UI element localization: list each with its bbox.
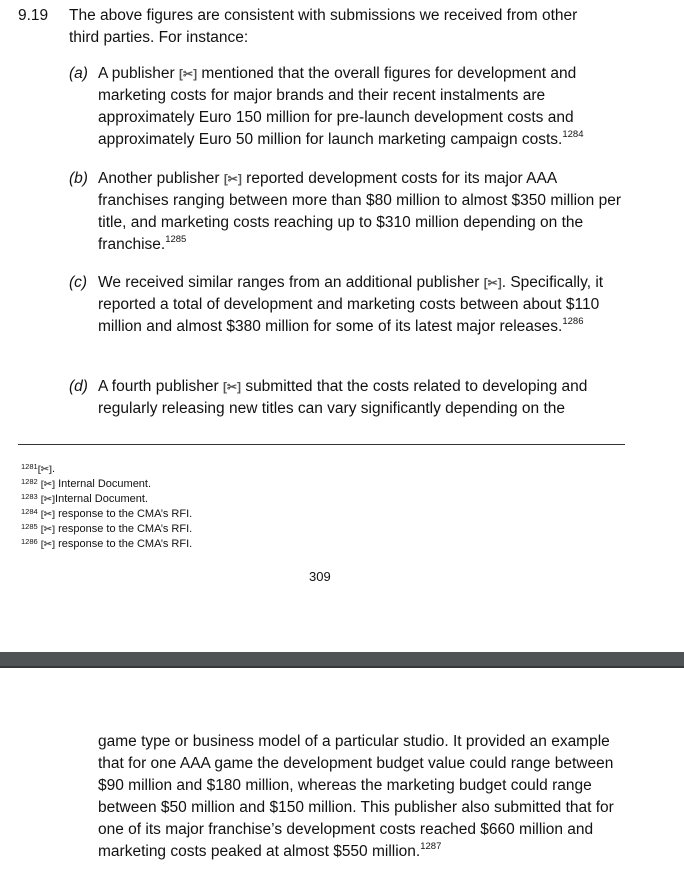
footnote-1282: [21, 477, 192, 492]
page-number: 309: [309, 569, 331, 584]
item-text: submitted that the costs related to developing and regularly releasing new titles can vary significantly depending on the: [98, 378, 588, 417]
footnote-text: response to the CMA’s RFI.: [55, 538, 193, 550]
footnote-1281: [21, 462, 192, 477]
item-text-start: Another publisher: [98, 170, 220, 187]
footnote-text: Internal Document.: [55, 493, 148, 505]
item-label: (a): [69, 65, 88, 82]
footnote-1283: [21, 492, 192, 507]
item-label: (b): [69, 170, 88, 187]
item-text: . Specifically, it reported a total of development and marketing costs between about $110 million and almost $380 million for some of its latest major releases.: [98, 274, 604, 335]
paragraph-intro: The above figures are consistent with submissions we received from other third parties. For instance:: [69, 7, 578, 46]
paragraph-number: 9.19: [18, 7, 49, 24]
footnote-ref[interactable]: 1286: [562, 316, 584, 327]
redaction-scissor-icon: [✂]: [40, 509, 56, 520]
redaction-scissor-icon: [✂]: [40, 479, 56, 490]
redaction-scissor-icon: [✂]: [483, 276, 502, 290]
footnote-text: response to the CMA’s RFI.: [55, 523, 193, 535]
item-text: reported development costs for its major AAA franchises ranging between more than $80 million to almost $350 million per title, and marketing costs reaching up to $310 million depending on the franchise.: [98, 170, 621, 253]
footnote-number: 1281: [21, 462, 38, 471]
continuation-body: game type or business model of a particular studio. It provided an example that for one AAA game the development budget value could range between $90 million and $180 million, whereas the marketing budget could range between $50 million and $150 million. This publisher also submitted that for one of its major franchise’s development costs reached $660 million and marketing costs peaked at almost $550 million.: [98, 733, 614, 860]
redaction-scissor-icon: [✂]: [37, 464, 52, 475]
list-item-b: [69, 168, 629, 256]
footnote-1284: [21, 507, 192, 522]
footnote-number: 1286: [21, 537, 38, 546]
redaction-scissor-icon: [✂]: [40, 494, 56, 505]
footnote-1285: [21, 522, 192, 537]
page-break-separator: [0, 652, 684, 668]
redaction-scissor-icon: [✂]: [222, 380, 241, 394]
footnote-ref[interactable]: 1285: [165, 234, 187, 245]
footnote-text: Internal Document.: [55, 478, 152, 490]
redaction-scissor-icon: [✂]: [223, 172, 242, 186]
list-item-d: [69, 376, 629, 420]
list-item-c: [69, 272, 629, 338]
continuation-text: [98, 731, 638, 863]
item-text: mentioned that the overall figures for development and marketing costs for major brands and their recent instalments are approximately Euro 150 million for pre-launch development costs and approximately Euro 50 million for launch marketing campaign costs.: [98, 65, 577, 148]
item-label: (c): [69, 274, 88, 291]
footnote-number: 1284: [21, 507, 38, 516]
redaction-scissor-icon: [✂]: [40, 524, 56, 535]
footnote-text: .: [51, 463, 56, 475]
footnotes: [21, 462, 192, 552]
item-text-start: We received similar ranges from an additional publisher: [98, 274, 480, 291]
list-item-a: [69, 63, 629, 151]
redaction-scissor-icon: [✂]: [40, 539, 56, 550]
redaction-scissor-icon: [✂]: [179, 67, 198, 81]
footnote-number: 1282: [21, 477, 38, 486]
footnote-number: 1283: [21, 492, 38, 501]
item-text-start: A publisher: [98, 65, 175, 82]
footnote-divider: [18, 444, 625, 445]
footnote-ref[interactable]: 1287: [420, 841, 442, 852]
footnote-number: 1285: [21, 522, 38, 531]
footnote-text: response to the CMA’s RFI.: [55, 508, 193, 520]
item-label: (d): [69, 378, 88, 395]
item-text-start: A fourth publisher: [98, 378, 219, 395]
footnote-ref[interactable]: 1284: [562, 129, 584, 140]
footnote-1286: [21, 537, 192, 552]
